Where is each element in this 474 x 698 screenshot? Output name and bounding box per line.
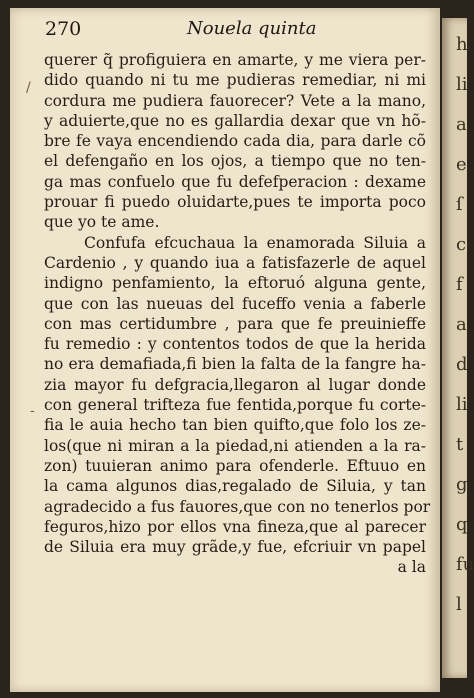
next-page-fragment: t (456, 434, 464, 455)
next-page-edge (442, 18, 474, 678)
text-line: el defengaño en los ojos, a tiempo que no ten- (44, 152, 426, 171)
margin-mark: / (26, 80, 31, 96)
text-line: que con las nueuas del fuceffo venia a faberle (44, 294, 426, 313)
next-page-fragment: li (456, 74, 468, 95)
text-line: con mas certidumbre , para que fe preuinieffe (44, 314, 426, 333)
text-line: y aduierte,que no es gallardia dexar que vn hõ- (44, 111, 426, 130)
text-line: la cama algunos dias,regalado de Siluia, y tan (44, 477, 426, 496)
text-line: prouar fi puedo oluidarte,pues te importa poco (44, 193, 426, 212)
text-line: los(que ni miran a la piedad,ni atienden a la ra- (44, 436, 426, 455)
text-line: ga mas confuelo que fu defefperacion : dexame (44, 172, 426, 191)
text-line: zia mayor fu defgracia,llegaron al lugar donde (44, 375, 426, 394)
text-line: no era demafiada,fi bien la falta de la fangre ha- (44, 355, 426, 374)
next-page-fragment: h (456, 34, 468, 55)
next-page-fragment: li (456, 394, 468, 415)
next-page-fragment: a (456, 114, 467, 135)
next-page-fragment: e (456, 154, 467, 175)
next-page-fragment: fu (456, 554, 474, 575)
text-line: con general trifteza fue fentida,porque fu corte- (44, 396, 426, 415)
next-page-fragment: c (456, 234, 467, 255)
next-page-fragment: q (456, 514, 468, 535)
text-line: Confufa efcuchaua la enamorada Siluia a (84, 233, 426, 252)
running-title: Nouela quinta (187, 18, 317, 39)
catchword: a la (397, 558, 426, 577)
body-text (44, 50, 431, 578)
text-line: feguros,hizo por ellos vna fineza,que al parecer (44, 517, 426, 536)
page-number: 270 (45, 18, 82, 40)
next-page-fragment: d (456, 354, 468, 375)
text-line: fia le auia hecho tan bien quifto,que folo los ze- (44, 416, 426, 435)
next-page-fragment: l (456, 594, 462, 615)
text-line: dido quando ni tu me pudieras remediar, ni mi (44, 71, 426, 90)
next-page-fragment: a (456, 314, 467, 335)
text-line: cordura me pudiera fauorecer? Vete a la mano, (44, 91, 426, 110)
next-page-fragment: ſ (456, 194, 463, 215)
text-line: querer q̃ profiguiera en amarte, y me viera per- (44, 51, 426, 69)
next-page-fragment: f (456, 274, 463, 295)
text-line: zon) tuuieran animo para ofenderle. Eftuuo en (44, 456, 426, 475)
text-line: Cardenio , y quando iua a fatisfazerle de aquel (44, 253, 426, 272)
text-line: agradecido a fus fauores,que con no tenerlos por (44, 497, 431, 516)
text-line: de Siluia era muy grãde,y fue, efcriuir vn papel (44, 538, 426, 557)
margin-mark: - (30, 403, 35, 419)
next-page-fragment: g (456, 474, 468, 495)
text-line: que yo te ame. (44, 213, 160, 232)
text-line: indigno penfamiento, la eftoruó alguna gente, (44, 274, 426, 293)
text-line: fu remedio : y contentos todos de que la herida (44, 335, 426, 354)
text-line: bre fe vaya encendiendo cada dia, para darle cõ (44, 132, 426, 151)
page-header (45, 18, 435, 48)
